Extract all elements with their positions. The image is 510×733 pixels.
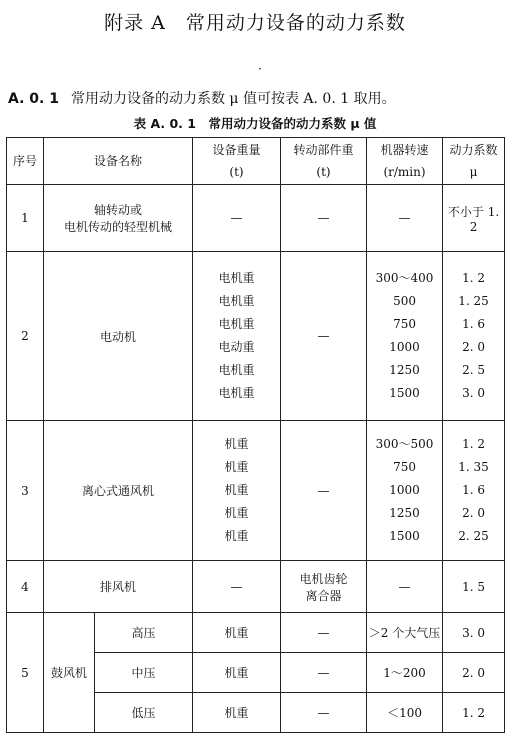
row-weight: — <box>193 561 281 613</box>
row-speeds <box>367 421 443 561</box>
table-caption: 表 A. 0. 1 常用动力设备的动力系数 μ 值 <box>133 116 377 131</box>
clause-text: 常用动力设备的动力系数 μ 值可按表 A. 0. 1 取用。 <box>70 91 396 107</box>
weight-value: 电机重 <box>218 317 255 331</box>
clause-a01 <box>8 88 396 108</box>
rotating-line: 离合器 <box>305 588 342 603</box>
sub-speed: ＜100 <box>367 693 443 733</box>
speed-value: 1250 <box>389 506 420 520</box>
speed-value: 1500 <box>389 386 420 400</box>
dynamic-coefficient-table <box>6 137 505 733</box>
row-no: 5 <box>7 613 44 733</box>
table-row <box>7 185 505 252</box>
sub-rotating: — <box>281 613 367 653</box>
row-name-line: 电机传动的轻型机械 <box>64 220 173 234</box>
coef-value: 2. 5 <box>462 363 485 377</box>
weight-value: 机重 <box>224 529 249 543</box>
sub-weight: 机重 <box>193 693 281 733</box>
speed-value: 1500 <box>389 529 420 543</box>
weight-value: 机重 <box>224 460 249 474</box>
row-name: 电动机 <box>44 252 193 421</box>
weight-value: 机重 <box>224 483 249 497</box>
speed-value: 1000 <box>389 340 420 354</box>
speed-value: 1250 <box>389 363 420 377</box>
sub-coef: 1. 2 <box>443 693 505 733</box>
table-row <box>7 421 505 561</box>
header-name: 设备名称 <box>44 138 193 185</box>
row-weight: — <box>193 185 281 252</box>
clause-number: A. 0. 1 <box>8 91 59 107</box>
speed-value: 750 <box>393 460 416 474</box>
header-speed-label: 机器转速 <box>380 143 429 157</box>
row-coef: 1. 5 <box>443 561 505 613</box>
table-row <box>7 561 505 613</box>
row-name: 排风机 <box>44 561 193 613</box>
weight-value: 电动重 <box>218 340 255 354</box>
row-no: 3 <box>7 421 44 561</box>
sub-speed: 1～200 <box>367 653 443 693</box>
row-rotating: — <box>281 421 367 561</box>
weight-value: 电机重 <box>218 386 255 400</box>
header-coef-unit: μ <box>469 165 478 179</box>
table-row <box>7 613 505 653</box>
coef-value: 2. 0 <box>462 340 485 354</box>
row-weights <box>193 421 281 561</box>
sub-rotating: — <box>281 693 367 733</box>
header-rotating-unit: (t) <box>316 165 331 179</box>
sub-weight: 机重 <box>193 613 281 653</box>
row-speed: — <box>367 561 443 613</box>
sub-speed: ＞2 个大气压 <box>367 613 443 653</box>
row-weights <box>193 252 281 421</box>
rotating-line: 电机齿轮 <box>299 571 348 586</box>
header-rotating <box>281 138 367 185</box>
header-row <box>7 138 505 185</box>
coef-value: 1. 2 <box>462 271 485 285</box>
sub-pressure: 低压 <box>95 693 193 733</box>
row-name: 鼓风机 <box>44 613 95 733</box>
coef-value: 1. 35 <box>458 460 489 474</box>
header-coef <box>443 138 505 185</box>
row-coefs <box>443 252 505 421</box>
header-speed-unit: (r/min) <box>383 165 426 179</box>
row-no: 4 <box>7 561 44 613</box>
row-no: 2 <box>7 252 44 421</box>
row-coef: 不小于 1. 2 <box>443 185 505 252</box>
header-weight-label: 设备重量 <box>212 143 261 157</box>
coef-value: 2. 0 <box>462 506 485 520</box>
coef-value: 1. 25 <box>458 294 489 308</box>
sub-weight: 机重 <box>193 653 281 693</box>
coef-value: 1. 6 <box>462 483 485 497</box>
speed-value: 1000 <box>389 483 420 497</box>
sub-coef: 2. 0 <box>443 653 505 693</box>
sub-coef: 3. 0 <box>443 613 505 653</box>
table-row <box>7 252 505 421</box>
row-speed: — <box>367 185 443 252</box>
weight-value: 机重 <box>224 437 249 451</box>
coef-value: 2. 25 <box>458 529 489 543</box>
row-rotating <box>281 561 367 613</box>
speed-value: 750 <box>393 317 416 331</box>
weight-value: 电机重 <box>218 363 255 377</box>
appendix-title: 附录 A 常用动力设备的动力系数 <box>104 12 406 34</box>
row-rotating: — <box>281 185 367 252</box>
weight-value: 机重 <box>224 506 249 520</box>
header-coef-label: 动力系数 <box>449 143 498 157</box>
weight-value: 电机重 <box>218 271 255 285</box>
header-weight <box>193 138 281 185</box>
speed-value: 300～500 <box>375 437 434 451</box>
row-rotating: — <box>281 252 367 421</box>
row-name: 离心式通风机 <box>44 421 193 561</box>
sub-rotating: — <box>281 653 367 693</box>
speed-value: 300～400 <box>375 271 434 285</box>
header-no: 序号 <box>7 138 44 185</box>
header-rotating-label: 转动部件重 <box>293 143 354 157</box>
center-dot: · <box>258 62 262 76</box>
sub-pressure: 中压 <box>95 653 193 693</box>
row-name <box>44 185 193 252</box>
coef-value: 1. 6 <box>462 317 485 331</box>
row-no: 1 <box>7 185 44 252</box>
speed-value: 500 <box>393 294 416 308</box>
weight-value: 电机重 <box>218 294 255 308</box>
sub-pressure: 高压 <box>95 613 193 653</box>
row-speeds <box>367 252 443 421</box>
row-coefs <box>443 421 505 561</box>
coef-value: 3. 0 <box>462 386 485 400</box>
header-weight-unit: (t) <box>229 165 244 179</box>
coef-value: 1. 2 <box>462 437 485 451</box>
header-speed <box>367 138 443 185</box>
row-name-line: 轴转动或 <box>94 203 143 217</box>
